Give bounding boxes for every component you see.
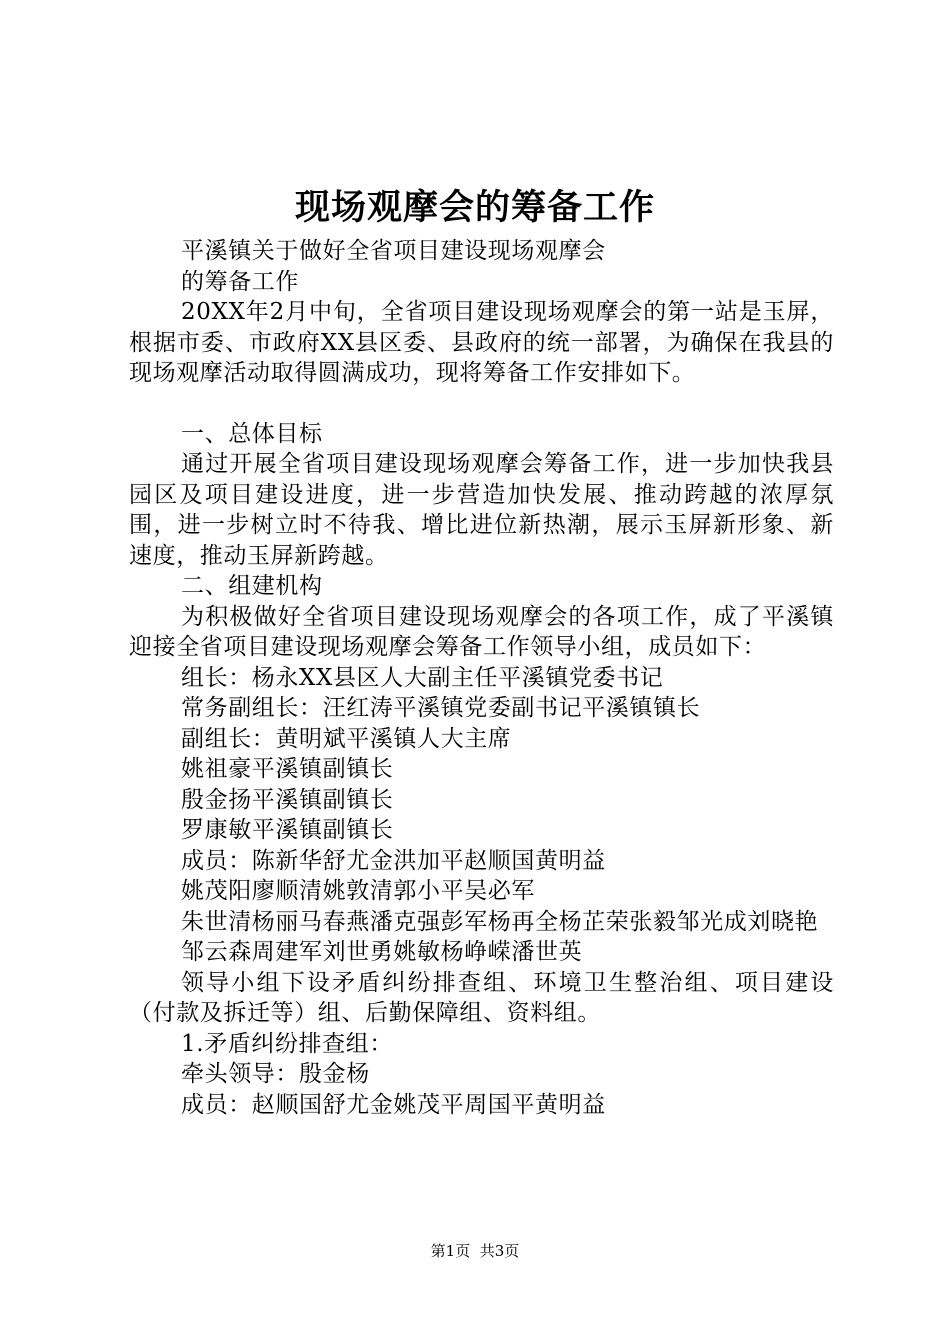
member-line: 常务副组长：汪红涛平溪镇党委副书记平溪镇镇长 <box>181 695 701 721</box>
footer-separator <box>470 1242 480 1260</box>
member-line: 邹云森周建军刘世勇姚敏杨峥嵘潘世英 <box>181 939 583 965</box>
member-line: 成员：陈新华舒尤金洪加平赵顺国黄明益 <box>181 847 606 874</box>
paragraph: 20XX年2月中旬，全省项目建设现场观摩会的第一站是玉屏，根据市委、市政府XX县区委、县政府的统一部署，为确保在我县的现场观摩活动取得圆满成功，现将筹备工作安排如下。 <box>129 299 834 386</box>
subsection-heading: 1.矛盾纠纷排查组： <box>181 1030 393 1057</box>
member-line: 姚茂阳廖顺清姚敦清郭小平吴必军 <box>181 878 535 904</box>
page-total: 共3页 <box>479 1242 520 1260</box>
page-number: 第1页 <box>430 1242 471 1260</box>
member-line: 成员：赵顺国舒尤金姚茂平周国平黄明益 <box>181 1091 606 1118</box>
paragraph: 为积极做好全省项目建设现场观摩会的各项工作，成了平溪镇迎接全省项目建设现场观摩会筹备工作领导小组，成员如下： <box>129 603 834 660</box>
member-line: 姚祖豪平溪镇副镇长 <box>181 756 394 782</box>
member-line: 牵头领导：殷金杨 <box>181 1061 370 1087</box>
section-heading: 一、总体目标 <box>181 420 323 447</box>
member-line: 朱世清杨丽马春燕潘克强彭军杨再全杨芷荣张毅邹光成刘晓艳 <box>181 908 819 935</box>
member-line: 副组长：黄明斌平溪镇人大主席 <box>181 725 512 752</box>
member-line: 组长：杨永XX县区人大副主任平溪镇党委书记 <box>181 664 664 691</box>
document-title: 现场观摩会的筹备工作 <box>294 187 655 228</box>
document-body <box>129 236 834 1120</box>
paragraph: 通过开展全省项目建设现场观摩会筹备工作，进一步加快我县园区及项目建设进度，进一步营造加快发展、推动跨越的浓厚氛围，进一步树立时不待我、增比进位新热潮，展示玉屏新形象、新速度，推动玉屏新跨越。 <box>129 451 834 569</box>
page-footer <box>0 1240 950 1262</box>
member-line: 殷金扬平溪镇副镇长 <box>181 786 394 813</box>
section-heading: 二、组建机构 <box>181 573 323 599</box>
paragraph-spacer <box>129 389 834 419</box>
member-line: 罗康敏平溪镇副镇长 <box>181 817 394 843</box>
paragraph: 平溪镇关于做好全省项目建设现场观摩会 <box>181 238 606 264</box>
paragraph: 领导小组下设矛盾纠纷排查组、环境卫生整治组、项目建设（付款及拆迁等）组、后勤保障组、资料组。 <box>129 969 834 1026</box>
paragraph: 的筹备工作 <box>181 268 299 295</box>
